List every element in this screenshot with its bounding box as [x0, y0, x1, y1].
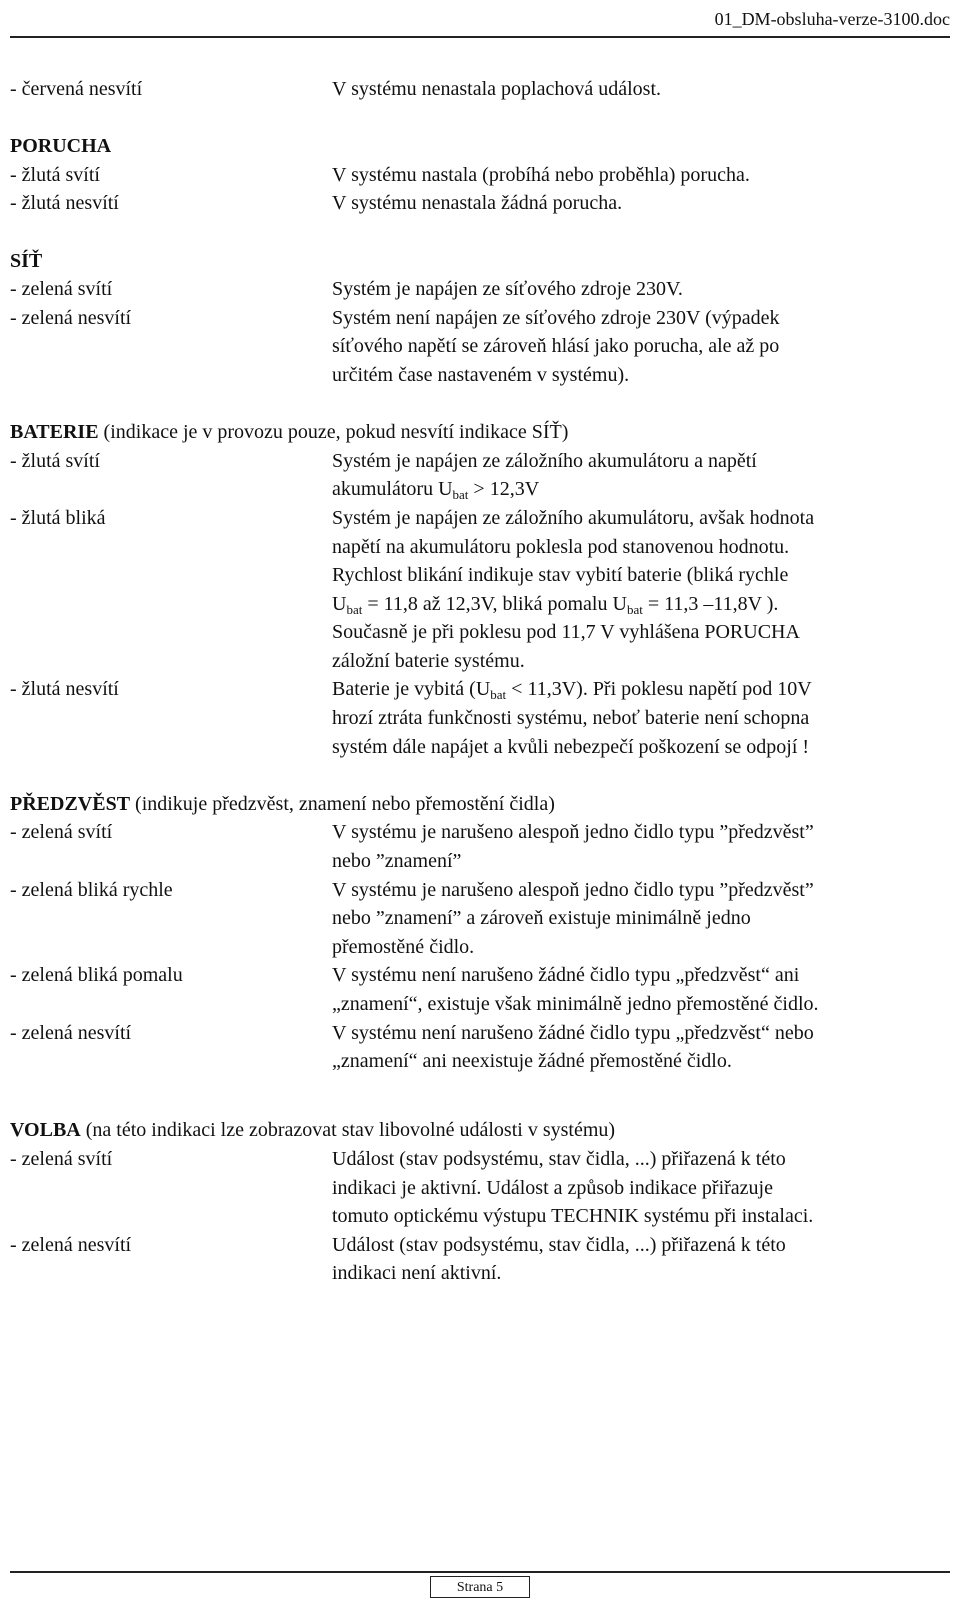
indicator-description: Událost (stav podsystému, stav čidla, ...) přiřazená k této indikaci není aktivní.: [332, 1233, 786, 1285]
indicator-row: [10, 818, 950, 875]
indicator-description: V systému není narušeno žádné čidlo typu „předzvěst“ nebo „znamení“ ani neexistuje žádné přemostěné čidlo.: [332, 1021, 814, 1073]
indicator-row: [10, 275, 950, 304]
indicator-label: - žlutá svítí: [10, 449, 100, 472]
indicator-label: - červená nesvítí: [10, 78, 143, 100]
indicator-description: V systému je narušeno alespoň jedno čidlo typu ”předzvěst” nebo ”znamení”: [332, 821, 814, 873]
indicator-description: Systém je napájen ze záložního akumulátoru, avšak hodnota napětí na akumulátoru poklesla pod stanovenou hodnotu. Rychlost blikání indikuje stav vybití baterie (bliká rychle $U_{bat} = 11,8$ až 12,3V, bliká pomalu $U_{bat} = 11,3$ –11,8V ). Současně je při poklesu pod 11,7 V vyhlášena PORUCHA záložní baterie systému.: [332, 506, 815, 672]
indicator-label: - zelená nesvítí: [10, 1233, 132, 1256]
indicator-label: - zelená bliká rychle: [10, 878, 173, 901]
indicator-label: - žlutá nesvítí: [10, 678, 119, 701]
indicator-label: - žlutá nesvítí: [10, 192, 119, 215]
indicator-label: - zelená nesvítí: [10, 1021, 132, 1044]
section-sit: [10, 247, 950, 390]
indicator-description: Systém není napájen ze síťového zdroje 230V (výpadek síťového napětí se zároveň hlásí jako porucha, ale až po určitém čase nastaveném v systému).: [332, 306, 780, 386]
section-title: SÍŤ: [10, 249, 43, 272]
indicator-row: [10, 1145, 950, 1231]
section-title: VOLBA (na této indikaci lze zobrazovat stav libovolné události v systému): [10, 1119, 616, 1142]
indicator-description: Systém je napájen ze záložního akumulátoru a napětí akumulátoru $U_{bat} > 12,3V$: [332, 449, 757, 503]
indicator-row: [10, 1019, 950, 1076]
indicator-label: - žlutá svítí: [10, 163, 100, 186]
section-baterie: [10, 418, 950, 761]
indicator-label: - zelená svítí: [10, 821, 113, 844]
indicator-row: [10, 1231, 950, 1288]
indicator-description: V systému nenastala poplachová událost.: [332, 78, 662, 100]
indicator-description: V systému je narušeno alespoň jedno čidlo typu ”předzvěst” nebo ”znamení” a zároveň existuje minimálně jedno přemostěné čidlo.: [332, 878, 814, 958]
document-body: [10, 75, 950, 1288]
indicator-label: - zelená bliká pomalu: [10, 964, 183, 987]
indicator-row-red-off: [10, 75, 950, 104]
indicator-row: [10, 161, 950, 190]
indicator-label: - zelená nesvítí: [10, 306, 132, 329]
section-porucha: [10, 132, 950, 218]
indicator-row: [10, 961, 950, 1018]
section-predzvest: [10, 790, 950, 1076]
indicator-label: - zelená svítí: [10, 278, 113, 301]
indicator-row: [10, 876, 950, 962]
indicator-row: [10, 447, 950, 504]
indicator-row: [10, 189, 950, 218]
document-filename: 01_DM-obsluha-verze-3100.doc: [714, 9, 950, 29]
document-header: [10, 6, 950, 38]
indicator-description: V systému nastala (probíhá nebo proběhla) porucha.: [332, 163, 750, 186]
indicator-description: Baterie je vybitá $(U_{bat} < 11,3V)$. Při poklesu napětí pod 10V hrozí ztráta funkčnosti systému, neboť baterie není schopna systém dále napájet a kvůli nebezpečí poškození se odpojí !: [332, 678, 812, 758]
indicator-description: V systému není narušeno žádné čidlo typu „předzvěst“ ani „znamení“, existuje však minimálně jedno přemostěné čidlo.: [332, 964, 819, 1015]
section-title: PŘEDZVĚST (indikuje předzvěst, znamení nebo přemostění čidla): [10, 792, 555, 815]
indicator-description: V systému nenastala žádná porucha.: [332, 192, 623, 215]
page-number: Strana 5: [430, 1576, 530, 1598]
indicator-label: - žlutá bliká: [10, 506, 106, 529]
indicator-row: [10, 675, 950, 761]
indicator-label: - zelená svítí: [10, 1147, 113, 1170]
indicator-row: [10, 504, 950, 676]
indicator-description: Systém je napájen ze síťového zdroje 230V.: [332, 278, 683, 301]
section-title: BATERIE (indikace je v provozu pouze, pokud nesvítí indikace SÍŤ): [10, 421, 569, 444]
section-volba: [10, 1116, 950, 1288]
indicator-row: [10, 304, 950, 390]
indicator-description: Událost (stav podsystému, stav čidla, ...) přiřazená k této indikaci je aktivní. Událost a způsob indikace přiřazuje tomuto optickému výstupu TECHNIK systému při instalaci.: [332, 1147, 814, 1228]
section-title: PORUCHA: [10, 135, 112, 158]
footer-divider: [10, 1571, 950, 1573]
